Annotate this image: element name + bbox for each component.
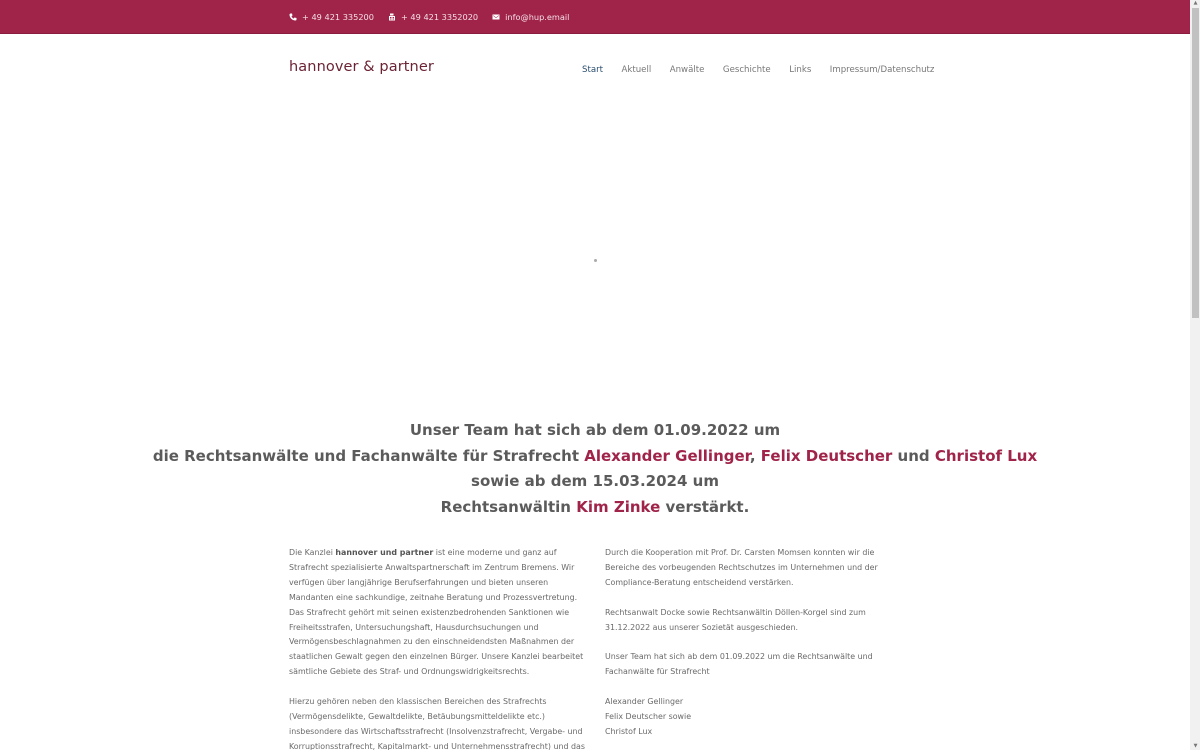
nav-start[interactable]: Start (582, 65, 603, 75)
paragraph-text: ist eine moderne und ganz auf Strafrecht spezialisierte Anwaltspartnerschaft im Zentrum Bremens. Wir verfügen über langjährige Berufserfahrungen und bieten unseren Mandanten eine sachkundige, zeitnahe Beratung und Prozessvertretung. Das Strafrecht gehört mit seinen existenzbedrohenden Sanktionen wie Freiheitsstrafen, Untersuchungshaft, Hausdurchsuchungen und Vermögensbeschlagnahmen zu den einschneidendsten Maßnahmen der staatlichen Gewalt gegen den einzelnen Bürger. Unsere Kanzlei bearbeitet sämtliche Gebiete des Straf- und Ordnungswidrigkeitsrechts. (289, 548, 586, 677)
paragraph-text: Die Kanzlei (289, 548, 336, 557)
news-column-right (605, 546, 905, 740)
news-paragraph-3: Unser Team hat sich ab dem 01.09.2022 um die Rechtsanwälte und Fachanwälte für Strafrecht (605, 652, 873, 677)
lawyer-name-lux: Christof Lux (934, 446, 1038, 465)
hero-slider (0, 105, 1190, 410)
envelope-icon (492, 13, 500, 21)
nav-impressum[interactable]: Impressum/Datenschutz (829, 65, 935, 75)
headline-line-1 (0, 418, 1190, 444)
phone-contact[interactable] (289, 12, 374, 22)
scroll-up-arrow-icon[interactable]: ▲ (1193, 0, 1198, 6)
lawyer-name-zinke: Kim Zinke (576, 497, 661, 516)
intro-paragraph-2: Hierzu gehören neben den klassischen Bereichen des Strafrechts (Vermögensdelikte, Gewaltdelikte, Betäubungsmitteldelikte etc.) insbesondere das Wirtschaftsstrafrecht (Insolvenzstrafrecht, Vergabe- und Korruptionsstrafrecht, Kapitalmarkt- und Unternehmensstrafrecht) und das (289, 697, 585, 750)
nav-geschichte[interactable]: Geschichte (722, 65, 771, 75)
list-item: Christof Lux (605, 726, 653, 736)
fax-number: + 49 421 3352020 (400, 12, 479, 22)
firm-name-bold: hannover und partner (335, 548, 434, 557)
site-logo[interactable]: hannover & partner (289, 59, 434, 75)
nav-anwaelte[interactable]: Anwälte (669, 65, 705, 75)
loading-spinner-icon (594, 259, 597, 262)
lawyer-name-gellinger: Alexander Gellinger (584, 446, 750, 465)
nav-links[interactable]: Links (789, 65, 812, 75)
headline-line-4 (0, 495, 1190, 521)
phone-icon (289, 13, 297, 21)
list-item: Alexander Gellinger (605, 697, 684, 707)
news-paragraph-2: Rechtsanwalt Docke sowie Rechtsanwältin Döllen-Korgel sind zum 31.12.2022 aus unserer Sozietät ausgeschieden. (605, 607, 866, 632)
news-paragraph-1: Durch die Kooperation mit Prof. Dr. Carsten Momsen konnten wir die Bereiche des vorbeugenden Rechtschutzes im Unternehmen und der Compliance-Beratung entscheidend verstärken. (605, 548, 878, 587)
intro-paragraph-1 (289, 546, 587, 680)
email-address: info@hup.email (505, 12, 570, 22)
fax-icon (388, 13, 396, 21)
nav-aktuell[interactable]: Aktuell (621, 65, 652, 75)
headline-text: Rechtsanwältin (440, 497, 577, 516)
headline-text: die Rechtsanwälte und Fachanwälte für Strafrecht (152, 446, 585, 465)
headline-line-2 (0, 444, 1190, 470)
phone-number: + 49 421 335200 (302, 12, 374, 22)
new-lawyers-list (605, 695, 905, 740)
page-scrollbar[interactable] (1190, 0, 1200, 750)
scrollbar-thumb[interactable] (1192, 8, 1199, 318)
lawyer-name-deutscher: Felix Deutscher (760, 446, 893, 465)
separator: , (749, 446, 761, 465)
email-contact[interactable] (492, 12, 569, 22)
headline-text: sowie ab dem 15.03.2024 um (471, 472, 719, 490)
headline-line-3 (0, 469, 1190, 495)
intro-column-left (289, 546, 587, 750)
list-item: Felix Deutscher sowie (605, 711, 692, 721)
scroll-down-arrow-icon[interactable]: ▼ (1193, 743, 1198, 749)
headline-text: Unser Team hat sich ab dem 01.09.2022 um (409, 421, 781, 439)
main-navigation (582, 65, 953, 75)
top-contact-bar (0, 0, 1190, 34)
team-announcement (0, 418, 1190, 520)
contact-list (289, 0, 569, 34)
headline-text: verstärkt. (660, 497, 750, 516)
separator: und (892, 446, 935, 465)
fax-contact[interactable] (388, 12, 478, 22)
